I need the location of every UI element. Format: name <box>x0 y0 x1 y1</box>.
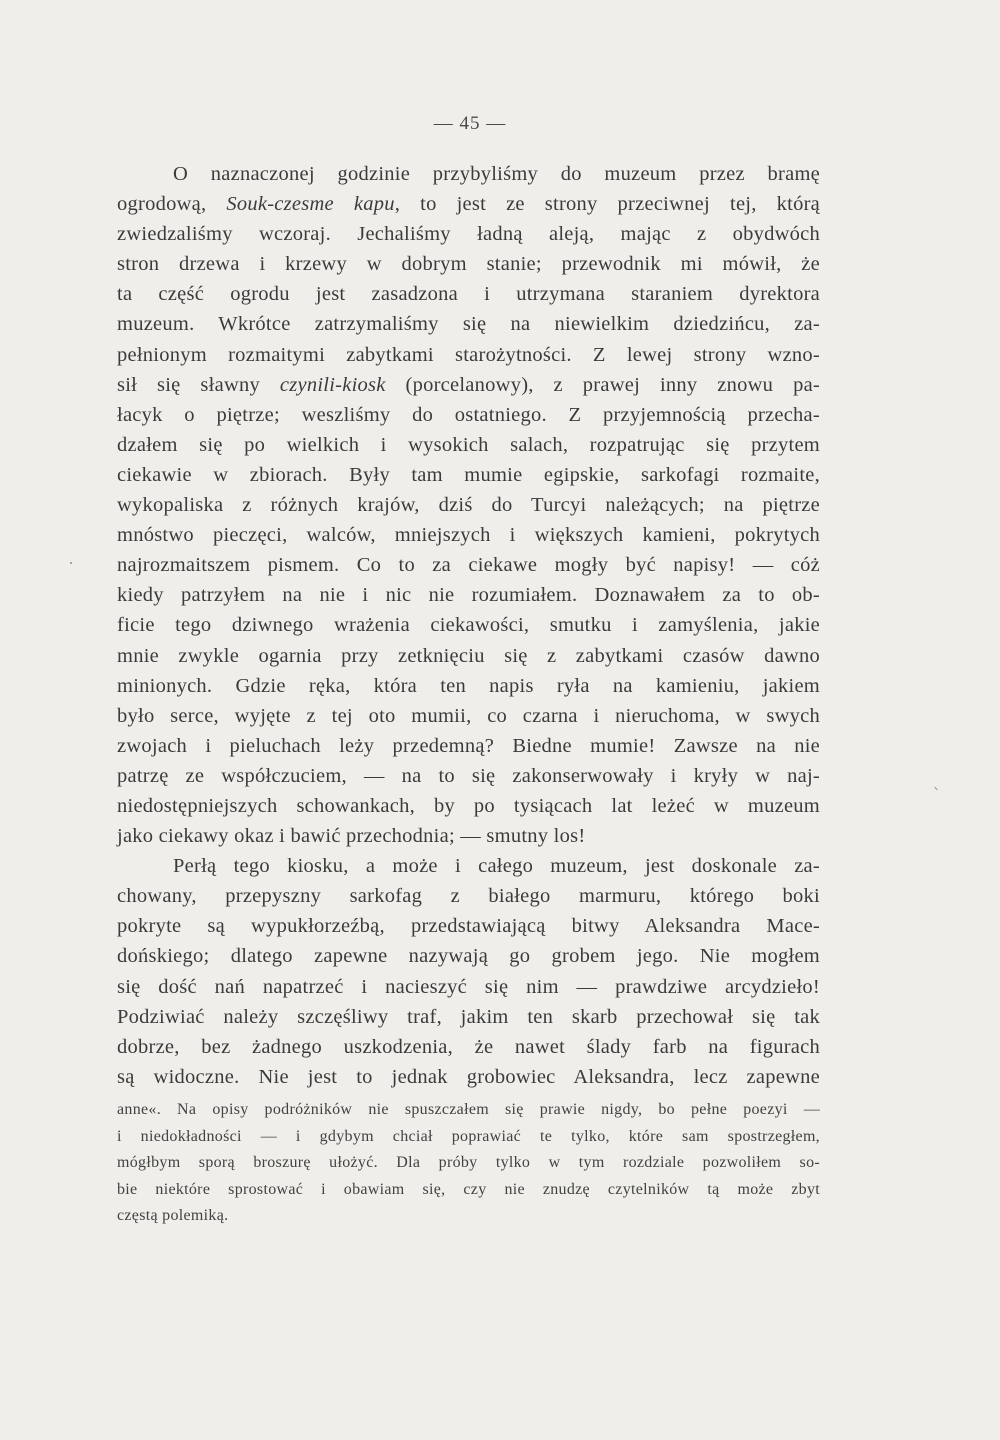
text-line: jako ciekawy okaz i bawić przechodnia; — smutny los! <box>117 825 586 848</box>
text-line: kiedy patrzyłem na nie i nic nie rozumiałem. Doznawałem za to ob- <box>117 584 820 607</box>
text-line: zwojach i pieluchach leży przedemną? Biedne mumie! Zawsze na nie <box>117 734 820 757</box>
paragraph-1 <box>117 159 820 851</box>
text-line: minionych. Gdzie ręka, która ten napis ryła na kamieniu, jakiem <box>117 674 820 697</box>
text-line: mnie zwykle ogarnia przy zetknięciu się z zabytkami czasów dawno <box>117 644 820 667</box>
main-text <box>117 159 820 1092</box>
text-line: muzeum. Wkrótce zatrzymaliśmy się na niewielkim dziedzińcu, za- <box>117 313 820 336</box>
text-line: najrozmaitszem pismem. Co to za ciekawe mogły być napisy! — cóż <box>117 554 820 577</box>
italic-term: Souk-czesme kapu <box>226 193 395 216</box>
text-line: chowany, przepyszny sarkofag z białego marmuru, którego boki <box>117 885 820 908</box>
text-line: niedostępniejszych schowankach, by po tysiącach lat leżeć w muzeum <box>117 794 820 817</box>
paper-speck <box>934 787 938 791</box>
paragraph-2 <box>117 851 820 1092</box>
text-line: Perłą tego kiosku, a może i całego muzeum, jest doskonale za- <box>173 855 820 878</box>
footnote-line: i niedokładności — i gdybym chciał poprawiać te tylko, które sam spostrzegłem, <box>117 1127 820 1145</box>
footnote-line: częstą polemiką. <box>117 1207 229 1225</box>
text-line: ficie tego dziwnego wrażenia ciekawości, smutku i zamyślenia, jakie <box>117 614 820 637</box>
text-line: się dość nań napatrzeć i nacieszyć się nim — prawdziwe arcydzieło! <box>117 975 820 998</box>
footnote-line: anne«. Na opisy podróżników nie spuszczałem się prawie nigdy, bo pełne poezyi — <box>117 1101 820 1118</box>
footnote <box>117 1097 820 1230</box>
text-line: sił się sławny czynili-kiosk (porcelanowy), z prawej inny znowu pa- <box>117 373 820 396</box>
italic-term: czynili-kiosk <box>279 373 386 396</box>
text-line: pełnionym rozmaitymi zabytkami starożytności. Z lewej strony wzno- <box>117 343 820 366</box>
text-line: było serce, wyjęte z tej oto mumii, co czarna i nieruchoma, w swych <box>117 704 820 727</box>
text-line: dońskiego; dlatego zapewne nazywają go grobem jego. Nie mogłem <box>117 945 820 968</box>
text-line: łacyk o piętrze; weszliśmy do ostatniego. Z przyjemnością przecha- <box>117 403 820 426</box>
text-line: wykopaliska z różnych krajów, dziś do Turcyi należących; na piętrze <box>117 494 820 517</box>
text-line: Podziwiać należy szczęśliwy traf, jakim ten skarb przechował się tak <box>117 1005 820 1028</box>
text-line: ta część ogrodu jest zasadzona i utrzymana staraniem dyrektora <box>117 283 820 306</box>
text-line: dzałem się po wielkich i wysokich salach, rozpatrując się przytem <box>117 433 820 456</box>
text-line: ciekawie w zbiorach. Były tam mumie egipskie, sarkofagi rozmaite, <box>117 463 820 486</box>
text-line: patrzę ze współczuciem, — na to się zakonserwowały i kryły w naj- <box>117 764 820 787</box>
text-line: dobrze, bez żadnego uszkodzenia, że nawet ślady farb na figurach <box>117 1035 820 1058</box>
text-line: stron drzewa i krzewy w dobrym stanie; przewodnik mi mówił, że <box>117 253 820 276</box>
text-line: zwiedzaliśmy wczoraj. Jechaliśmy ładną aleją, mając z obydwóch <box>117 223 820 246</box>
text-line: O naznaczonej godzinie przybyliśmy do muzeum przez bramę <box>173 163 820 185</box>
text-line: pokryte są wypukłorzeźbą, przedstawiającą bitwy Aleksandra Mace- <box>117 915 820 938</box>
footnote-line: bie niektóre sprostować i obawiam się, czy nie znudzę czytelników tą może zbyt <box>117 1180 820 1198</box>
footnote-line: mógłbym sporą broszurę ułożyć. Dla próby tylko w tym rozdziale pozwoliłem so- <box>117 1154 820 1172</box>
page-number: — 45 — <box>433 113 507 134</box>
text-line: ogrodową, Souk-czesme kapu, to jest ze strony przeciwnej tej, którą <box>117 193 820 216</box>
text-line: mnóstwo pieczęci, walców, mniejszych i większych kamieni, pokrytych <box>117 524 820 547</box>
text-line: są widoczne. Nie jest to jednak grobowiec Aleksandra, lecz zapewne <box>117 1065 820 1088</box>
paper-speck <box>70 562 72 564</box>
